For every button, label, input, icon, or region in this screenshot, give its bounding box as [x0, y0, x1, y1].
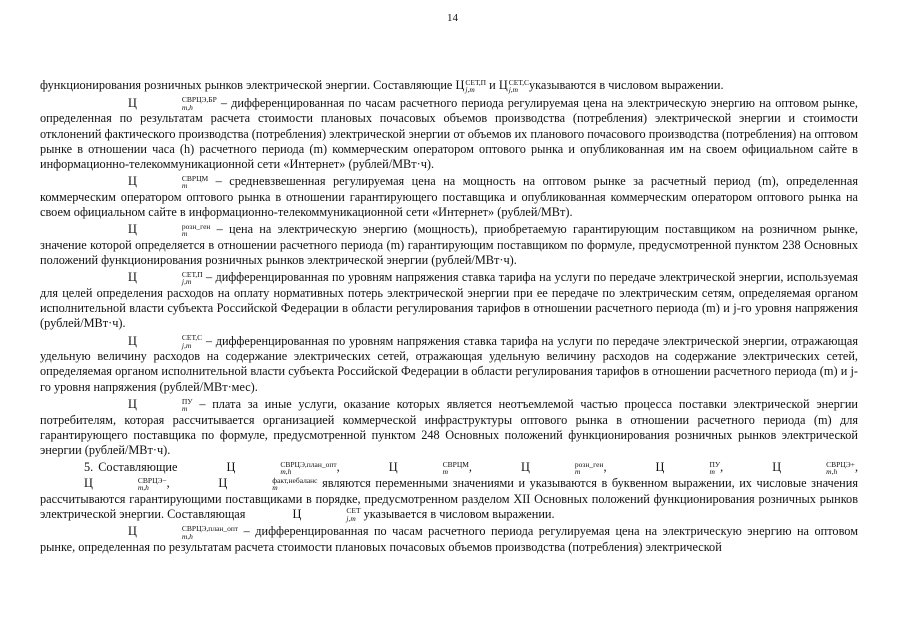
symbol-tset-p: Ц СЕТ,П j,m [455, 77, 487, 95]
definition-paragraph [40, 397, 858, 458]
text-run: и [486, 78, 499, 92]
symbol-pu: Ц ПУ m [128, 396, 193, 414]
text-run: указываются в числовом выражении. [529, 78, 724, 92]
symbol-plan-opt: Ц СВРЦЭ,план_опт m,h [128, 524, 239, 541]
definition-paragraph [40, 334, 858, 395]
text-run: – средневзвешенная регулируемая цена на мощность на оптовом рынке за расчетный период (m), определенная коммерческим оператором оптового рынка в отношении гарантирующего поставщика и опубликованная коммерческим оператором оптового рынка на своем официальном сайте в информационно-телекоммуникационной сети «Интернет» (рублей/МВт). [40, 174, 858, 220]
symbol-svrce-minus: Ц СВРЦЭ− m,h [84, 475, 167, 492]
text-run: являются переменными значениями и указываются в буквенном выражении, их числовые значения рассчитываются гарантирующими поставщиками в порядке, предусмотренном разделом XII Основных положений функционирования розничных рынков электрической энергии. Составляющая [40, 475, 858, 521]
symbol-rozn-gen: Ц розн_ген m [128, 221, 211, 239]
symbol-tset-s: Ц СЕТ,С j,m [498, 77, 529, 95]
definition-paragraph [40, 524, 858, 555]
separator: , [468, 460, 478, 475]
symbol-svrce-br: Ц СВРЦЭ,БР m,h [128, 95, 217, 112]
symbol-rozn-gen: Ц розн_ген m [521, 459, 604, 477]
separator: , [166, 475, 175, 490]
symbol-tset-p: Ц СЕТ,П j,m [128, 269, 203, 287]
numbered-paragraph-5 [40, 460, 858, 522]
symbol-svrcm: Ц СВРЦМ m [388, 459, 469, 477]
definition-paragraph [40, 270, 858, 331]
separator: , [854, 460, 859, 475]
definition-paragraph [40, 174, 858, 220]
text-run: – дифференцированная по часам расчетного периода регулируемая цена на электрическую энергию на оптовом рынке, определенная по результатам расчета стоимости плановых почасовых объемов производства (потребления) электрической [40, 524, 858, 555]
page-number: 14 [447, 12, 458, 24]
definition-paragraph [40, 96, 858, 172]
text-run: – цена на электрическую энергию (мощность), приобретаемую гарантирующим поставщиком на розничном рынке, значение которой определяется в отношении расчетного периода (m) гарантирующим поставщиком по формуле, предусмотренной пунктом 238 Основных положений функционирования розничных рынков электрической энергии (рублей/МВт·ч). [40, 222, 858, 268]
text-run: функционирования розничных рынков электрической энергии. Составляющие [40, 78, 456, 92]
text-run: 5. Составляющие [84, 460, 183, 475]
text-run: – дифференцированная по часам расчетного периода регулируемая цена на электрическую энергию на оптовом рынке, определенная по результатам расчета стоимости плановых почасовых объемов производства (потребления) электрической энергии и стоимости отклонений фактического производства (потребления) электрической энергии от объемов их планового почасового производства (потребления) на оптовом рынке в отношении часа (h) расчетного периода (m) коммерческим оператором оптового рынка и опубликованная им на своем официальном сайте в информационно-телекоммуникационной сети «Интернет» (рублей/МВт·ч). [40, 95, 858, 171]
symbol-tset-s: Ц СЕТ,С j,m [128, 333, 203, 350]
text-run: – дифференцированная по уровням напряжения ставка тарифа на услуги по передаче электрической энергии, отражающая удельную величину расходов на содержание электрических сетей, отражающая удельную величину расходов на содержание электрических сетей, определяемая органом исполнительной власти субъекта Российской Федерации в области регулирования тарифов в отношении расчетного периода (m) и j-го уровня напряжения (рублей/МВт·мес). [40, 333, 858, 394]
separator: , [603, 460, 612, 475]
definition-paragraph [40, 222, 858, 268]
text-run: – плата за иные услуги, оказание которых является неотъемлемой частью процесса поставки электрической энергии потребителям, которая рассчитывается организацией коммерческой инфраструктуры оптового рынка в отношении расчетного периода (m) для гарантирующего поставщика по формуле, предусмотренной пунктом 248 Основных положений функционирования розничных рынков электрической энергии (рублей/МВт·ч). [40, 396, 858, 457]
separator: , [336, 460, 345, 475]
symbol-plan-opt: Ц СВРЦЭ,план_опт m,h [226, 459, 337, 477]
paragraph-continuation [40, 78, 858, 94]
symbol-pu: Ц ПУ m [655, 459, 721, 477]
symbol-svrcm: Ц СВРЦМ m [128, 173, 209, 191]
symbol-svrce-plus: Ц СВРЦЭ+ m,h [772, 459, 855, 477]
symbol-tset: Ц СЕТ j,m [292, 506, 361, 523]
symbol-fakt-nebalans: Ц факт,небаланс m [218, 475, 318, 492]
text-run: указывается в числовом выражении. [360, 506, 555, 521]
text-run: – дифференцированная по уровням напряжения ставка тарифа на услуги по передаче электрической энергии, используемая для целей определения расходов на оплату нормативных потерь электрической энергии при ее передаче по электрическим сетям, определяемая органом исполнительной власти субъекта Российской Федерации в области регулирования тарифов в отношении расчетного периода (m) и j-го уровня напряжения (рублей/МВт·ч). [40, 270, 858, 331]
separator: , [720, 460, 729, 475]
document-body [40, 78, 858, 557]
